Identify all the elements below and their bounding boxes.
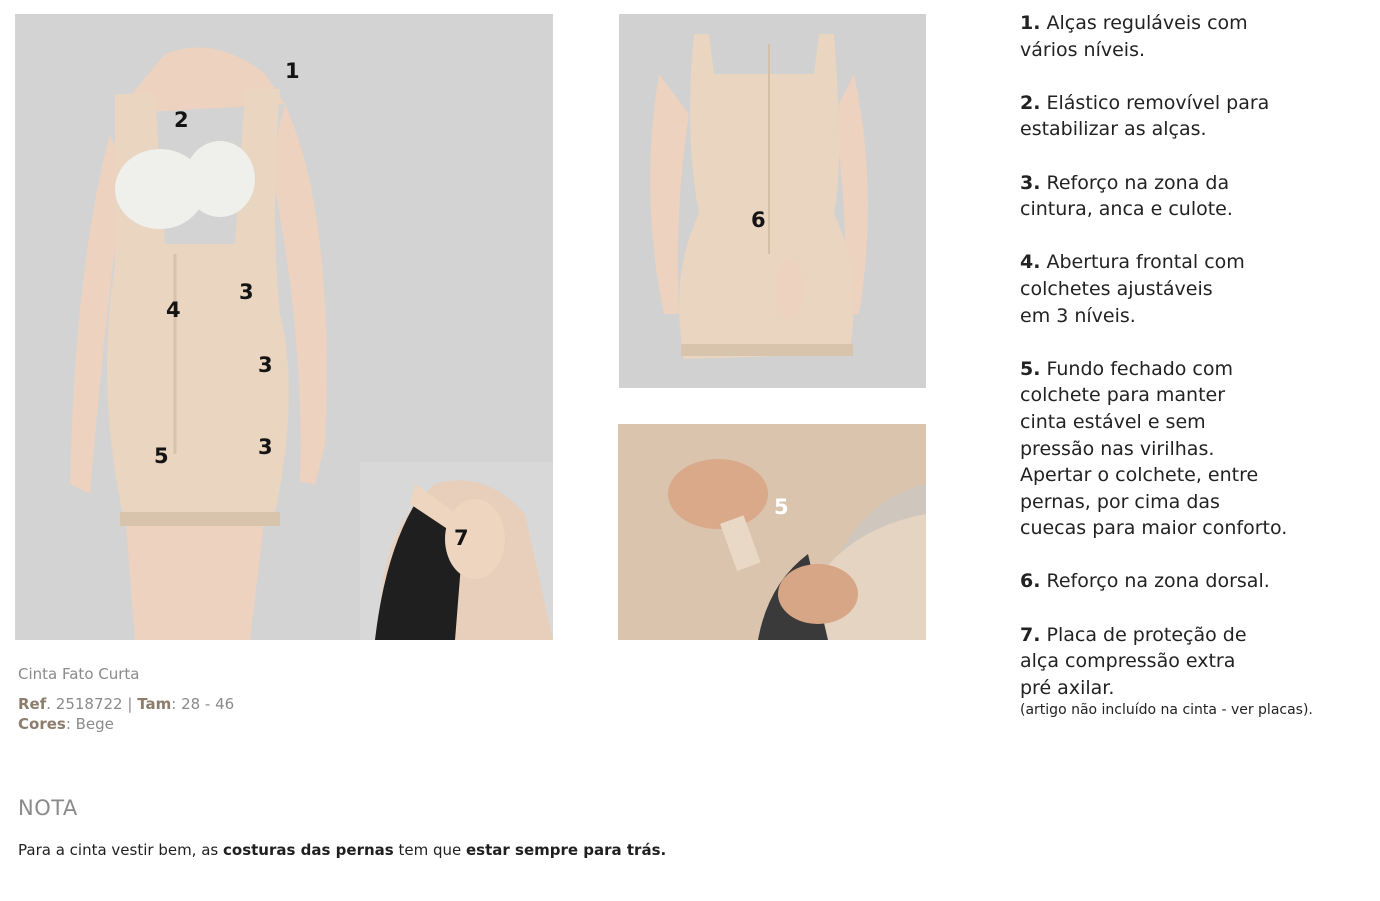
feature-item <box>1020 90 1375 143</box>
feature-line: pressão nas virilhas. <box>1020 437 1215 460</box>
note-text-part-1: Para a cinta vestir bem, as <box>18 841 223 859</box>
feature-line: Placa de proteção de <box>1046 623 1247 646</box>
colors-label: Cores <box>18 715 66 733</box>
feature-line: cinta estável e sem <box>1020 410 1206 433</box>
product-photo-front <box>15 14 553 640</box>
product-spec-colors <box>18 715 114 733</box>
feature-item <box>1020 170 1375 223</box>
ref-value: . 2518722 <box>46 695 123 713</box>
front-figure-illustration <box>15 14 553 640</box>
feature-item <box>1020 622 1375 720</box>
feature-number: 2. <box>1020 91 1041 114</box>
front-marker-1: 1 <box>285 59 300 83</box>
feature-number: 3. <box>1020 171 1041 194</box>
feature-number: 6. <box>1020 570 1041 593</box>
note-bold-part-1: costuras das pernas <box>223 841 394 859</box>
product-photo-back <box>619 14 926 388</box>
note-text <box>18 841 666 859</box>
feature-number: 4. <box>1020 251 1041 274</box>
feature-item <box>1020 356 1375 542</box>
feature-line: vários níveis. <box>1020 38 1146 61</box>
back-figure-illustration <box>619 14 926 388</box>
front-marker-2: 2 <box>174 108 189 132</box>
front-marker-3a: 3 <box>239 280 254 304</box>
front-marker-3b: 3 <box>258 353 273 377</box>
note-text-part-2: tem que <box>393 841 466 859</box>
back-marker-6: 6 <box>751 208 766 232</box>
feature-line: pré axilar. <box>1020 676 1115 699</box>
feature-list <box>1020 10 1375 746</box>
front-marker-3c: 3 <box>258 435 273 459</box>
feature-line: alça compressão extra <box>1020 650 1236 673</box>
product-photo-hook-detail <box>618 424 926 640</box>
product-spec-ref-size <box>18 695 234 713</box>
ref-label: Ref <box>18 695 47 713</box>
feature-number: 1. <box>1020 12 1041 34</box>
feature-line: Reforço na zona dorsal. <box>1046 570 1270 593</box>
colors-value: : Bege <box>65 715 114 733</box>
feature-line: Alças reguláveis com <box>1046 12 1248 34</box>
size-label: Tam <box>137 695 172 713</box>
feature-line: colchetes ajustáveis <box>1020 277 1213 300</box>
feature-line: pernas, por cima das <box>1020 490 1220 513</box>
feature-line: Elástico removível para <box>1046 91 1270 114</box>
feature-line: cuecas para maior conforto. <box>1020 517 1288 540</box>
spec-separator: | <box>122 695 138 713</box>
hook-marker-5: 5 <box>774 495 789 519</box>
feature-number: 5. <box>1020 357 1041 380</box>
note-bold-part-2: estar sempre para trás. <box>466 841 667 859</box>
feature-line: cintura, anca e culote. <box>1020 198 1233 221</box>
feature-line: Reforço na zona da <box>1046 171 1230 194</box>
feature-line: Apertar o colchete, entre <box>1020 464 1259 487</box>
feature-footnote: (artigo não incluído na cinta - ver placas). <box>1020 702 1313 719</box>
size-value: : 28 - 46 <box>171 695 235 713</box>
front-marker-5: 5 <box>154 444 169 468</box>
hook-detail-illustration <box>618 424 926 640</box>
feature-item <box>1020 10 1375 63</box>
front-marker-4: 4 <box>166 298 181 322</box>
feature-item <box>1020 249 1375 329</box>
feature-item <box>1020 568 1375 595</box>
feature-line: Fundo fechado com <box>1046 357 1234 380</box>
feature-line: estabilizar as alças. <box>1020 118 1207 141</box>
note-title: NOTA <box>18 796 78 820</box>
inset-marker-7: 7 <box>454 526 469 550</box>
product-name: Cinta Fato Curta <box>18 665 140 683</box>
feature-line: colchete para manter <box>1020 384 1226 407</box>
feature-line: Abertura frontal com <box>1046 251 1245 274</box>
feature-line: em 3 níveis. <box>1020 304 1136 327</box>
feature-number: 7. <box>1020 623 1041 646</box>
